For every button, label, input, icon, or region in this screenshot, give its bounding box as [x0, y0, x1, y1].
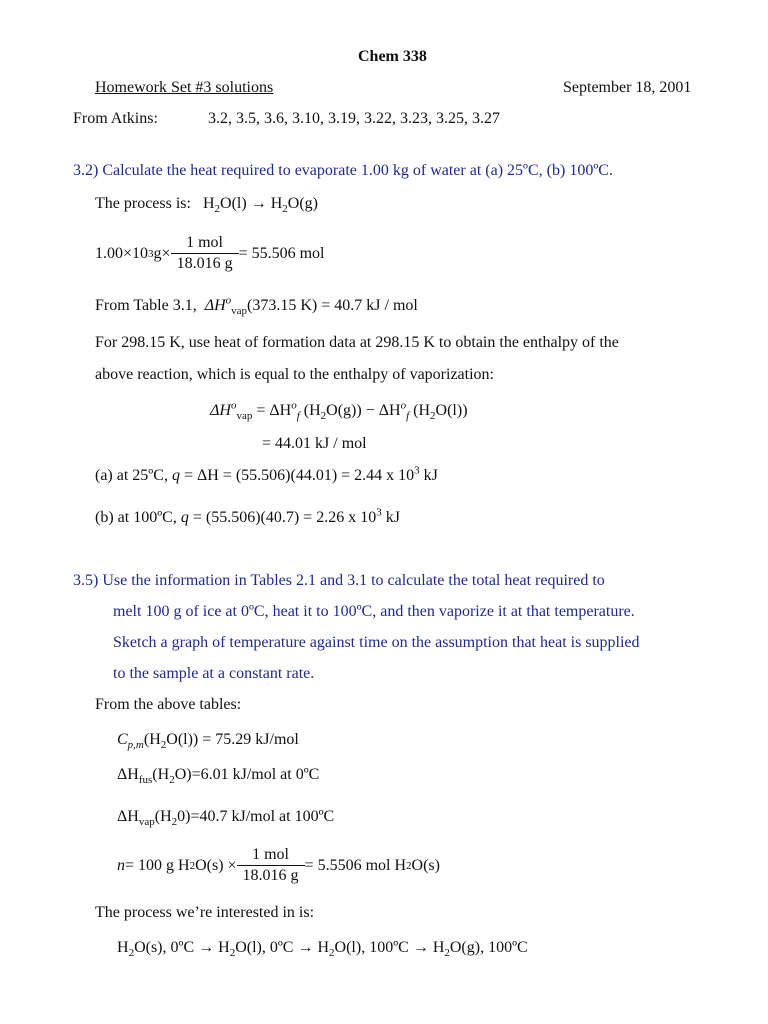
subtitle: Homework Set #3 solutions [95, 79, 274, 96]
fraction: $\frac{\text{1 mol}}{18.016 g}$ [171, 233, 239, 274]
enthalpy-fusion: $\Delta H_{fus}(H_2O)=6.01$ kJ/mol at 0ºC [117, 766, 320, 787]
interested-text: The process we’re interested in is: [95, 904, 315, 921]
question-3-2: 3.2) Calculate the heat required to evaporate 1.00 kg of water at (a) 25ºC, (b) 100ºC. [73, 162, 613, 179]
text-298-line2: above reaction, which is equal to the enthalpy of vaporization: [95, 366, 494, 383]
process-label: The process is: [95, 195, 191, 212]
process-sequence: $H_2O(s)$, 0ºC → $H_2O(l)$, 0ºC → $H_2O(l)$, 100ºC → $H_2O(g)$, 100ºC [117, 939, 528, 960]
enthalpy-vaporization: $\Delta H_{vap}(H_20)=40.7$ kJ/mol at 100ºC [117, 808, 335, 829]
fraction: $\frac{\text{1 mol}}{18.016 g}$ [237, 845, 305, 886]
enthalpy-result: = 44.01 kJ / mol [262, 435, 367, 452]
question-3-5-line4: to the sample at a constant rate. [113, 665, 315, 682]
mass-conversion: 1.00×10 3 g× $\frac{\text{1 mol}}{18.016 g}$ = 55.506 mol [95, 234, 325, 272]
moles-calculation: n = 100 g H 2 O(s) × $\frac{\text{1 mol}}{18.016 g}$ = 5.5506 mol H 2 O(s) [117, 846, 440, 884]
text-298-line1: For 298.15 K, use heat of formation data at 298.15 K to obtain the enthalpy of the [95, 334, 619, 351]
question-3-5-line3: Sketch a graph of temperature against time on the assumption that heat is supplied [113, 634, 640, 651]
page-title: Chem 338 [358, 48, 427, 65]
part-b: (b) at 100ºC, q = (55.506)(40.7) = 2.26 x $10^3$ kJ [95, 506, 400, 526]
problem-list: 3.2, 3.5, 3.6, 3.10, 3.19, 3.22, 3.23, 3.25, 3.27 [208, 110, 500, 127]
date: September 18, 2001 [563, 79, 692, 96]
enthalpy-equation: $\Delta H^o_{vap} = \Delta H^o_f$ $(H_2O(g)) - \Delta H^o_f$ $(H_2O(l))$ [210, 399, 468, 423]
question-3-5-line1: 3.5) Use the information in Tables 2.1 and 3.1 to calculate the total heat required to [73, 572, 605, 589]
from-label: From Atkins: [73, 110, 158, 127]
question-3-5-line2: melt 100 g of ice at 0ºC, heat it to 100ºC, and then vaporize it at that temperature. [113, 603, 635, 620]
from-tables: From the above tables: [95, 696, 242, 713]
part-a: (a) at 25ºC, q = ΔH = (55.506)(44.01) = 2.44 x $10^3$ kJ [95, 464, 438, 484]
heat-capacity: $C_{p,m}(H_2O(l)) = 75.29$ kJ/mol [117, 731, 299, 752]
process-line: The process is: $H_2O(l) \to H_2O(g)$ [95, 195, 318, 216]
table-reference: From Table 3.1, $\Delta H^o_{vap}(373.15$ K) = 40.7 kJ / mol [95, 294, 418, 318]
